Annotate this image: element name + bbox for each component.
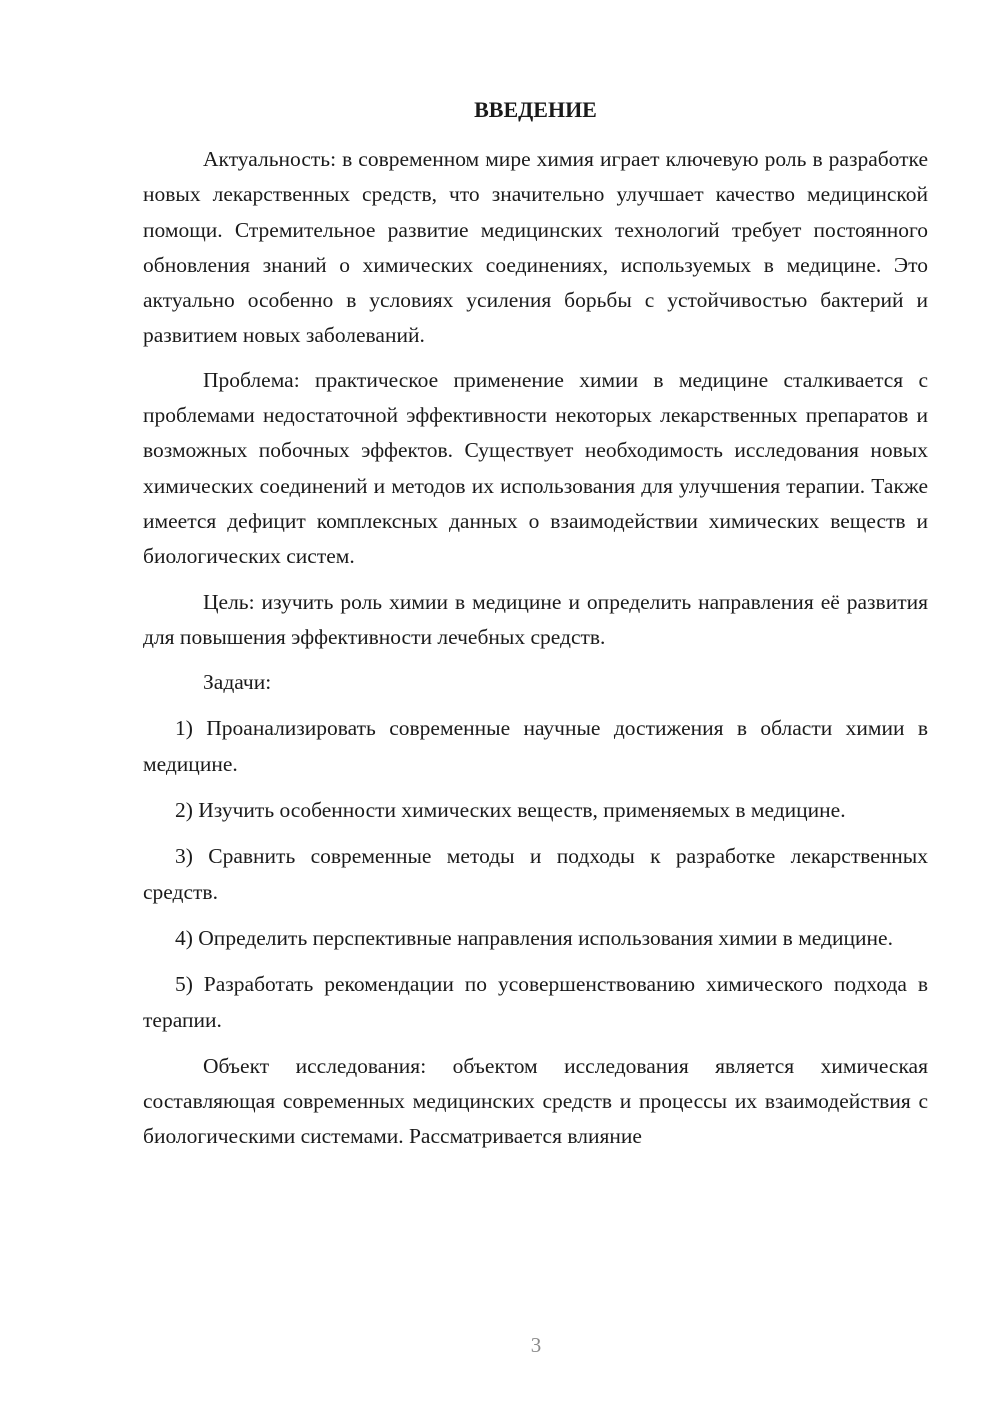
paragraph-goal: Цель: изучить роль химии в медицине и определить направления её развития для повышения эффективности лечебных средств. [143,589,928,649]
paragraph-object: Объект исследования: объектом исследования является химическая составляющая современных медицинских средств и процессы их взаимодействия с биологическими системами. Рассматривается влияние [143,1053,928,1149]
task-item-3: 3) Сравнить современные методы и подходы к разработке лекарственных средств. [143,844,928,904]
paragraph-problem: Проблема: практическое применение химии в медицине сталкивается с проблемами недостаточной эффективности некоторых лекарственных препаратов и возможных побочных эффектов. Существует необходимость исследования новых химических соединений и методов их использования для улучшения терапии. Также имеется дефицит комплексных данных о взаимодействии химических веществ и биологических систем. [143,367,928,569]
paragraph-relevance: Актуальность: в современном мире химия играет ключевую роль в разработке новых лекарственных средств, что значительно улучшает качество медицинской помощи. Стремительное развитие медицинских технологий требует постоянного обновления знаний о химических соединениях, используемых в медицине. Это актуально особенно в условиях усиления борьбы с устойчивостью бактерий и развитием новых заболеваний. [143,147,928,348]
task-item-5: 5) Разработать рекомендации по усовершенствованию химического подхода в терапии. [143,972,928,1032]
task-item-4: 4) Определить перспективные направления использования химии в медицине. [175,925,893,950]
section-heading: ВВЕДЕНИЕ [474,97,597,122]
page-number: 3 [530,1333,542,1357]
tasks-title: Задачи: [203,670,272,695]
task-item-2: 2) Изучить особенности химических веществ, применяемых в медицине. [175,798,846,823]
document-body [143,142,928,1155]
task-item-1: 1) Проанализировать современные научные достижения в области химии в медицине. [143,716,928,776]
